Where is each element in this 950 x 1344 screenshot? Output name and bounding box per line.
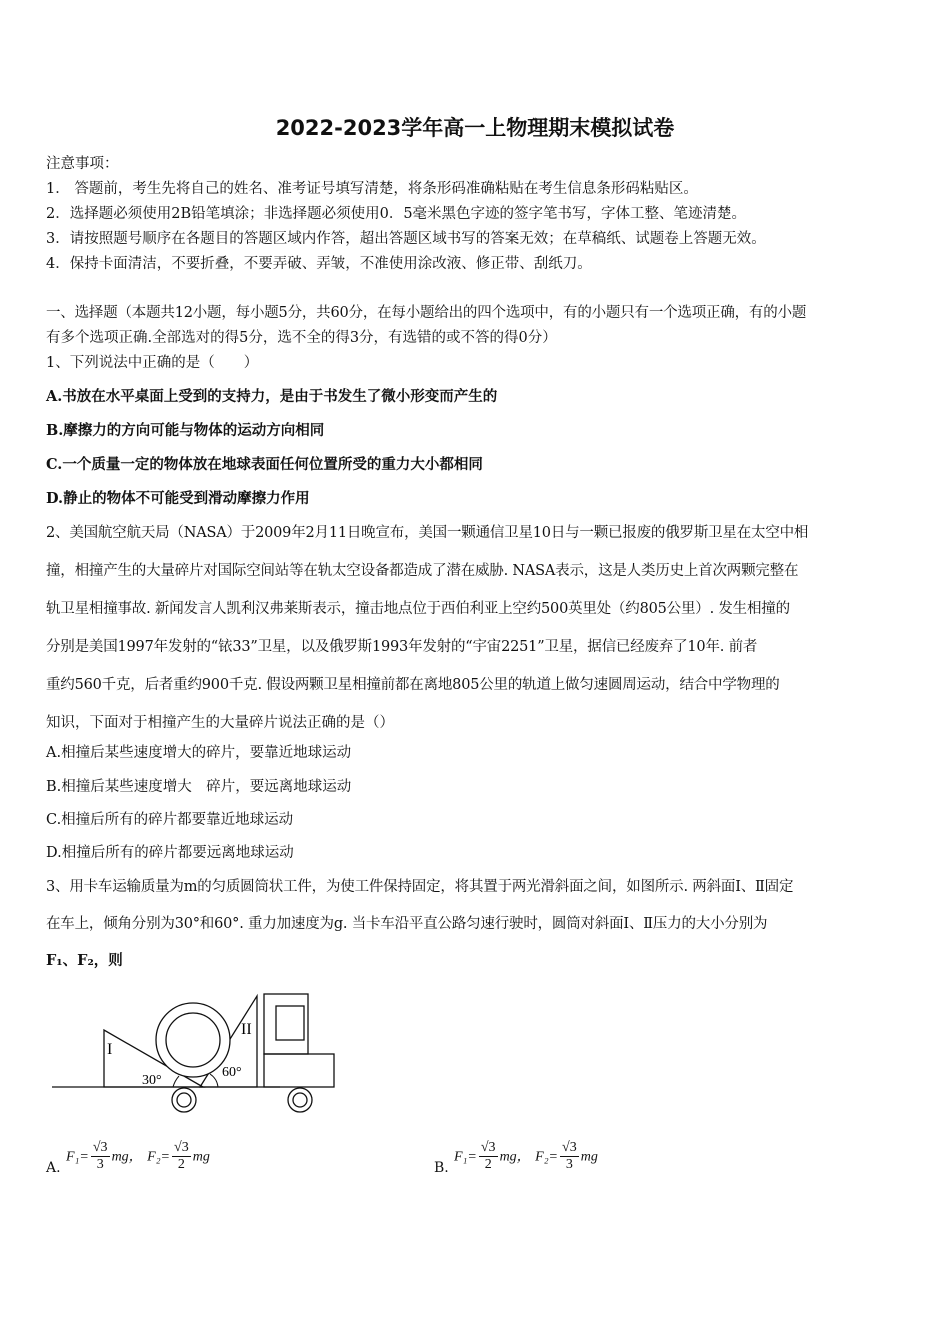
wheel — [288, 1088, 312, 1112]
angle-arc-1 — [173, 1076, 179, 1087]
f2-symbol: F₂= — [535, 1149, 559, 1165]
question-2-stem: 撞，相撞产生的大量碎片对国际空间站等在轨太空设备都造成了潜在威胁. NASA表示，这是人类历史上首次两颗完整在 — [46, 563, 799, 579]
fraction-denominator: 2 — [484, 1157, 492, 1172]
mg-unit: mg， — [499, 1149, 531, 1165]
question-1-option-c: C.一个质量一定的物体放在地球表面任何位置所受的重力大小都相同 — [46, 456, 483, 473]
angle-1-label: 30° — [142, 1073, 162, 1088]
question-1-option-a: A.书放在水平桌面上受到的支持力，是由于书发生了微小形变而产生的 — [46, 388, 498, 405]
truck-cab — [264, 994, 308, 1054]
notice-item: 2．选择题必须使用2B铅笔填涂；非选择题必须使用0．5毫米黑色字迹的签字笔书写，字体工整、笔迹清楚。 — [46, 206, 747, 222]
question-3-stem: F₁、F₂，则 — [46, 952, 123, 969]
f2-symbol: F₂= — [147, 1149, 171, 1165]
f1-symbol: F₁= — [454, 1149, 477, 1165]
option-label: B. — [434, 1160, 449, 1176]
truck-incline-figure — [50, 990, 350, 1120]
question-2-stem: 分别是美国1997年发射的“铱33”卫星，以及俄罗斯1993年发射的“宇宙2251”卫星，据信已经废弃了10年. 前者 — [46, 639, 758, 655]
question-2-stem: 知识，下面对于相撞产生的大量碎片说法正确的是（） — [46, 715, 394, 731]
mg-unit: mg， — [111, 1149, 143, 1165]
question-2-option-a: A.相撞后某些速度增大的碎片，要靠近地球运动 — [46, 745, 352, 761]
question-1-option-d: D.静止的物体不可能受到滑动摩擦力作用 — [46, 490, 310, 507]
fraction-numerator: √3 — [480, 1140, 496, 1155]
question-3-stem: 在车上，倾角分别为30°和60°. 重力加速度为g. 当卡车沿平直公路匀速行驶时，圆筒对斜面Ⅰ、Ⅱ压力的大小分别为 — [46, 916, 768, 932]
question-2-stem: 重约560千克，后者重约900千克. 假设两颗卫星相撞前都在离地805公里的轨道上做匀速圆周运动，结合中学物理的 — [46, 677, 780, 693]
incline-2-label: II — [241, 1021, 252, 1038]
question-3-option-b — [434, 1140, 598, 1176]
truck-window — [276, 1006, 304, 1040]
fraction-denominator: 3 — [565, 1157, 573, 1172]
wheel — [172, 1088, 196, 1112]
cylinder-inner — [166, 1013, 220, 1067]
angle-2-label: 60° — [222, 1065, 242, 1080]
notice-heading: 注意事项： — [46, 156, 119, 172]
notice-item: 1． 答题前，考生先将自己的姓名、准考证号填写清楚，将条形码准确粘贴在考生信息条形码粘贴区。 — [46, 181, 698, 197]
page-title: 2022-2023学年高一上物理期末模拟试卷 — [275, 116, 675, 140]
fraction-numerator: √3 — [92, 1140, 108, 1155]
question-3-option-a — [46, 1140, 210, 1176]
angle-arc-2 — [210, 1074, 218, 1087]
incline-1-label: I — [107, 1041, 113, 1058]
section-instructions: 有多个选项正确.全部选对的得5分，选不全的得3分，有选错的或不答的得0分） — [46, 330, 557, 346]
question-1-stem: 1、下列说法中正确的是（ ） — [46, 355, 259, 371]
question-2-option-c: C.相撞后所有的碎片都要靠近地球运动 — [46, 812, 294, 828]
fraction-denominator: 2 — [177, 1157, 185, 1172]
section-instructions: 一、选择题（本题共12小题，每小题5分，共60分，在每小题给出的四个选项中，有的小题只有一个选项正确，有的小题 — [46, 305, 807, 321]
question-1-option-b: B.摩擦力的方向可能与物体的运动方向相同 — [46, 422, 325, 439]
truck-hood — [264, 1054, 334, 1087]
question-3-stem: 3、用卡车运输质量为m的匀质圆筒状工件，为使工件保持固定，将其置于两光滑斜面之间，如图所示. 两斜面Ⅰ、Ⅱ固定 — [46, 879, 794, 895]
mg-unit: mg — [580, 1149, 598, 1165]
fraction-denominator: 3 — [96, 1157, 104, 1172]
fraction-numerator: √3 — [174, 1140, 189, 1155]
option-label: A. — [46, 1160, 61, 1176]
f1-symbol: F₁= — [66, 1149, 89, 1165]
question-2-stem: 轨卫星相撞事故. 新闻发言人凯利汉弗莱斯表示，撞击地点位于西伯利亚上空约500英里处（约805公里）. 发生相撞的 — [46, 601, 790, 617]
fraction-numerator: √3 — [562, 1140, 577, 1155]
question-2-option-b: B.相撞后某些速度增大 碎片，要远离地球运动 — [46, 779, 352, 795]
notice-item: 4．保持卡面清洁，不要折叠，不要弄破、弄皱，不准使用涂改液、修正带、刮纸刀。 — [46, 256, 592, 272]
mg-unit: mg — [192, 1149, 210, 1165]
question-2-option-d: D.相撞后所有的碎片都要远离地球运动 — [46, 845, 294, 861]
notice-item: 3．请按照题号顺序在各题目的答题区域内作答，超出答题区域书写的答案无效；在草稿纸、试题卷上答题无效。 — [46, 231, 766, 247]
question-2-stem: 2、美国航空航天局（NASA）于2009年2月11日晚宣布，美国一颗通信卫星10日与一颗已报废的俄罗斯卫星在太空中相 — [46, 525, 809, 541]
